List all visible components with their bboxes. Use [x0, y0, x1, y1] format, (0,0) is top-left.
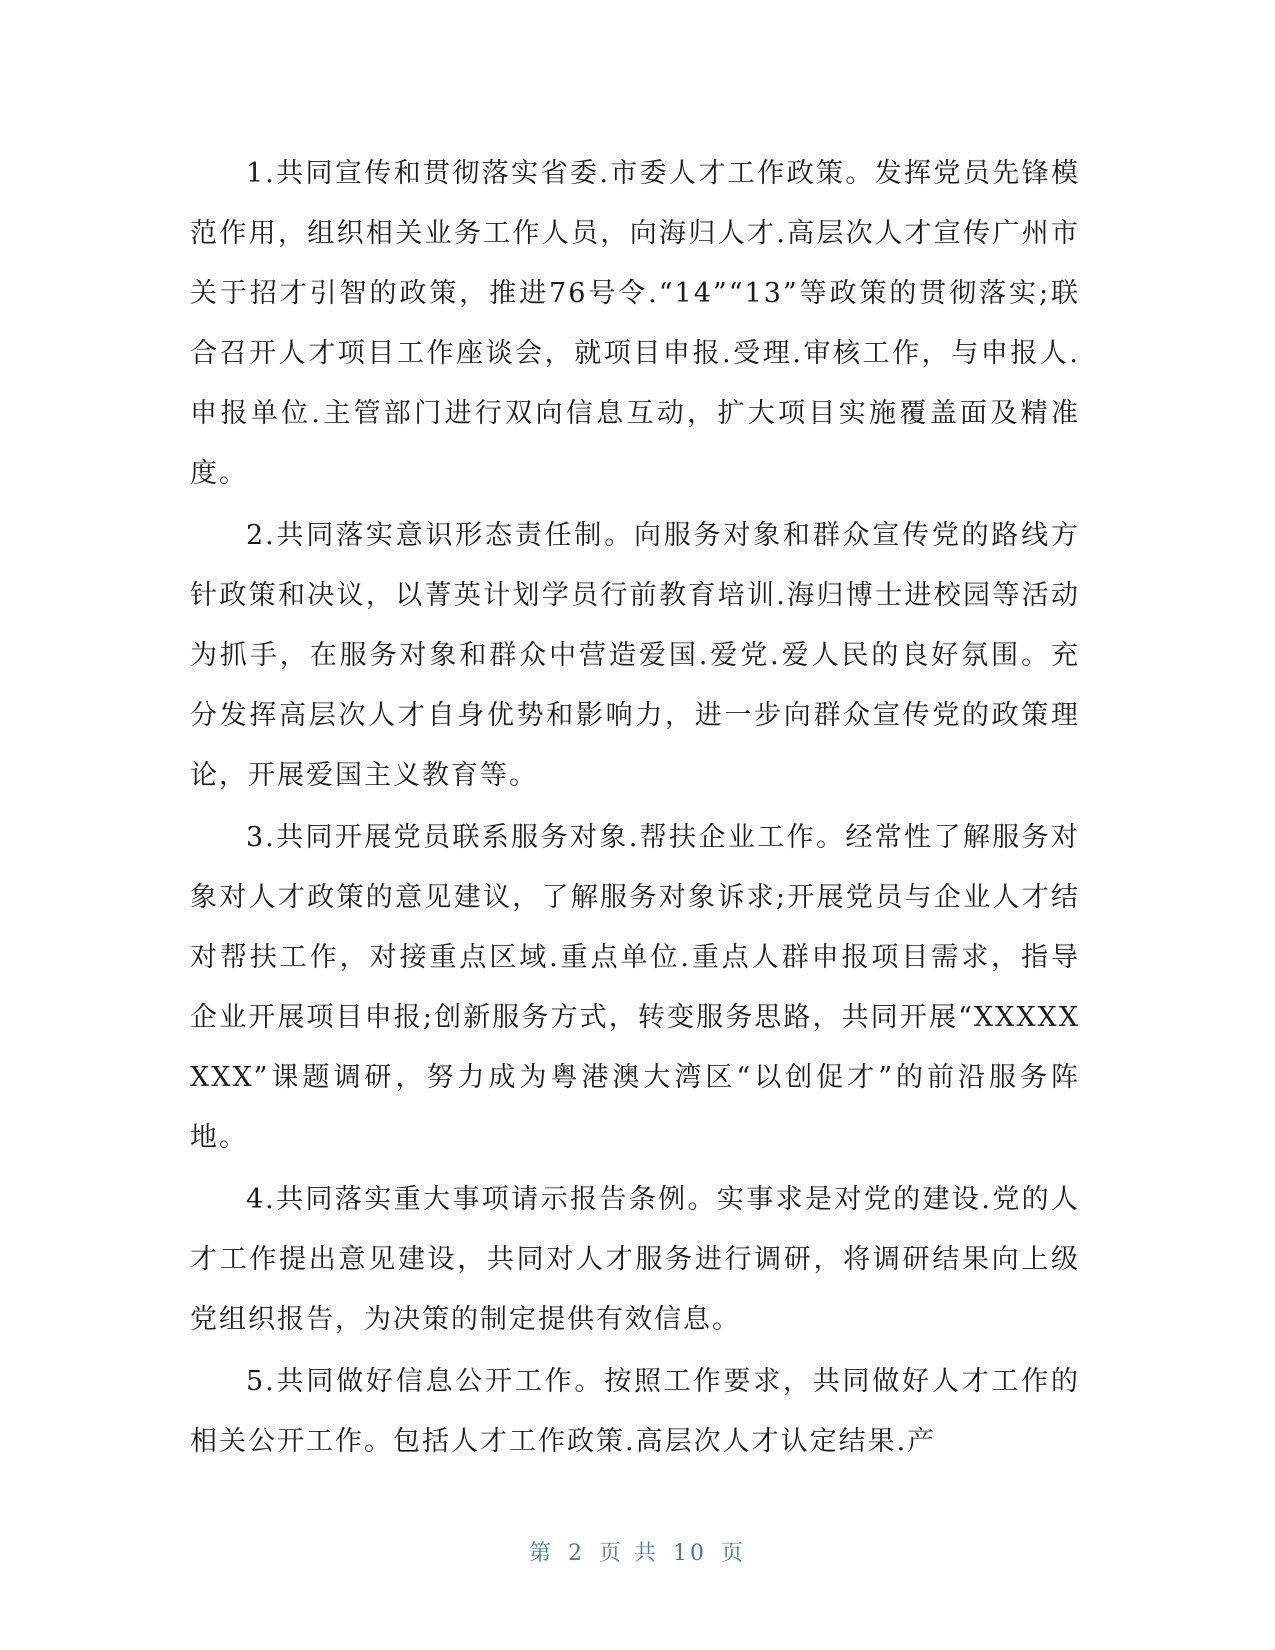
- paragraph-2: 2.共同落实意识形态责任制。向服务对象和群众宣传党的路线方针政策和决议，以菁英计划学员行前教育培训.海归博士进校园等活动为抓手，在服务对象和群众中营造爱国.爱党.爱人民的良好氛围。充分发挥高层次人才自身优势和影响力，进一步向群众宣传党的政策理论，开展爱国主义教育等。: [190, 520, 1080, 791]
- footer-prefix: 第: [528, 1541, 554, 1566]
- footer-current-page: 2: [568, 1541, 585, 1566]
- paragraph-3: 3.共同开展党员联系服务对象.帮扶企业工作。经常性了解服务对象对人才政策的意见建议，了解服务对象诉求;开展党员与企业人才结对帮扶工作，对接重点区域.重点单位.重点人群申报项目需求，指导企业开展项目申报;创新服务方式，转变服务思路，共同开展“XXXXXXXX”课题调研，努力成为粤港澳大湾区“以创促才”的前沿服务阵地。: [190, 822, 1080, 1153]
- paragraph-4: 4.共同落实重大事项请示报告条例。实事求是对党的建设.党的人才工作提出意见建设，共同对人才服务进行调研，将调研结果向上级党组织报告，为决策的制定提供有效信息。: [190, 1184, 1080, 1335]
- document-body: [190, 144, 1080, 1474]
- page-footer: [0, 1536, 1275, 1567]
- paragraph-5: 5.共同做好信息公开工作。按照工作要求，共同做好人才工作的相关公开工作。包括人才工作政策.高层次人才认定结果.产: [190, 1366, 1080, 1457]
- footer-suffix: 页: [721, 1541, 747, 1566]
- footer-total-pages: 10: [673, 1541, 707, 1566]
- paragraph-1: 1.共同宣传和贯彻落实省委.市委人才工作政策。发挥党员先锋模范作用，组织相关业务工作人员，向海归人才.高层次人才宣传广州市关于招才引智的政策，推进76号令.“14”“13”等政策的贯彻落实;联合召开人才项目工作座谈会，就项目申报.受理.审核工作，与申报人.申报单位.主管部门进行双向信息互动，扩大项目实施覆盖面及精准度。: [190, 158, 1080, 489]
- footer-middle: 页 共: [599, 1541, 659, 1566]
